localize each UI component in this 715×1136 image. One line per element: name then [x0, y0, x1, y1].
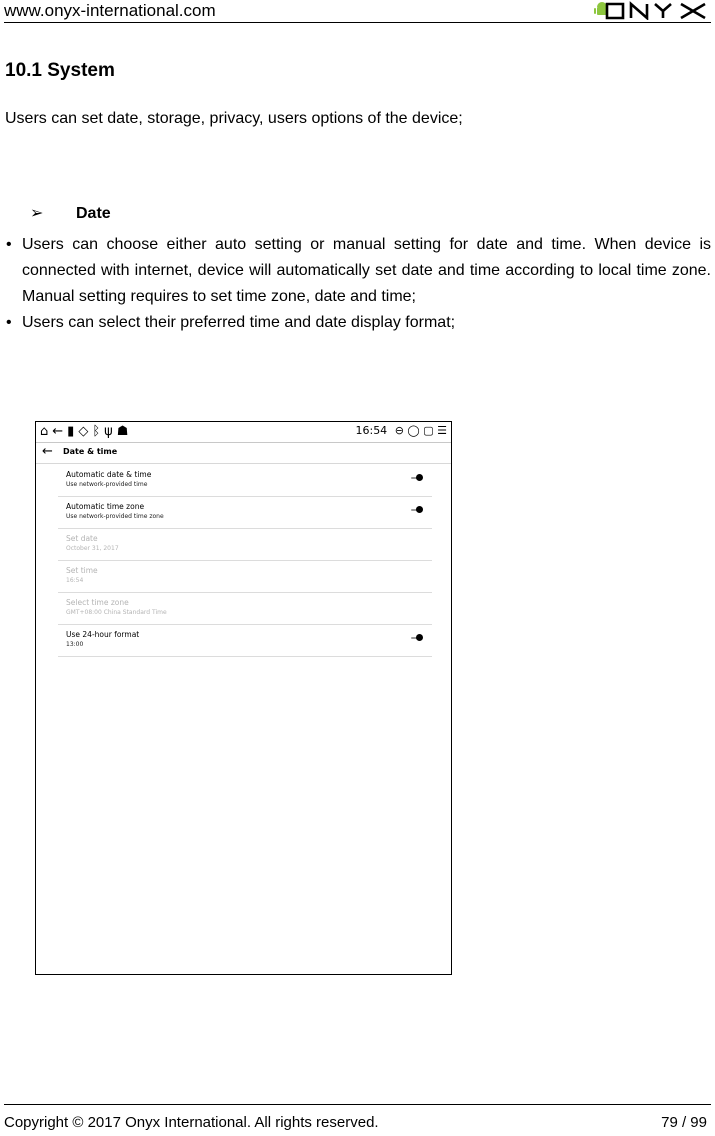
setting-automatic-time-zone[interactable]: [58, 497, 432, 529]
toggle-switch[interactable]: [411, 506, 423, 514]
wifi-icon: ◇: [78, 424, 93, 439]
bullet-text: Users can select their preferred time and date display format;: [22, 314, 456, 331]
debug-icon: ☗: [116, 424, 133, 439]
bullet-dot-icon: •: [6, 314, 12, 331]
setting-summary: 16:54: [66, 577, 84, 584]
back-icon[interactable]: ←: [52, 424, 68, 439]
setting-summary: 13:00: [66, 641, 84, 648]
status-icons: [40, 424, 132, 439]
setting-use-24-hour-format[interactable]: [58, 625, 432, 657]
header-rule: [4, 22, 711, 23]
setting-select-time-zone: [58, 593, 432, 625]
arrowhead-bullet-icon: ➢: [30, 205, 44, 222]
date-heading-label: Date: [76, 205, 111, 222]
menu-icon[interactable]: ☰: [437, 424, 447, 437]
setting-summary: Use network-provided time: [66, 481, 148, 488]
toggle-switch[interactable]: [411, 474, 423, 482]
rotate-icon[interactable]: ◯: [407, 424, 420, 437]
app-bar: [36, 443, 451, 464]
setting-title: Set time: [66, 566, 98, 575]
section-title: 10.1 System: [5, 60, 115, 81]
usb-icon: ψ: [104, 424, 117, 439]
device-screenshot: [35, 421, 452, 975]
setting-title: Automatic date & time: [66, 470, 152, 479]
footer-page-number: 79 / 99: [661, 1114, 707, 1131]
battery-icon: ▮: [67, 424, 79, 439]
bluetooth-icon: ᛒ: [92, 424, 105, 439]
settings-list: [58, 465, 432, 657]
bullet-item: [4, 310, 711, 336]
status-bar: [36, 422, 451, 443]
home-icon[interactable]: ⌂: [40, 424, 53, 439]
section-intro: Users can set date, storage, privacy, users options of the device;: [5, 110, 463, 127]
setting-title: Set date: [66, 534, 98, 543]
setting-summary: October 31, 2017: [66, 545, 119, 552]
setting-title: Automatic time zone: [66, 502, 145, 511]
android-robot-icon: [594, 2, 607, 15]
header-url: www.onyx-international.com: [4, 1, 216, 20]
footer-copyright: Copyright © 2017 Onyx International. All rights reserved.: [4, 1114, 379, 1131]
setting-summary: Use network-provided time zone: [66, 513, 164, 520]
bullet-text: Users can choose either auto setting or manual setting for date and time. When device is connected with internet, device will automatically set date and time according to local time zone. Manual setting requires to set time zone, date and time;: [22, 236, 711, 305]
status-right: [355, 424, 447, 437]
recent-apps-icon[interactable]: ▢: [423, 424, 434, 437]
status-time: 16:54: [355, 424, 388, 437]
screen-title: Date & time: [63, 447, 118, 456]
setting-set-date: [58, 529, 432, 561]
back-arrow-icon[interactable]: ←: [42, 444, 53, 459]
date-bullets: [4, 232, 711, 336]
logo-wordmark: [607, 4, 705, 18]
setting-set-time: [58, 561, 432, 593]
toggle-switch[interactable]: [411, 634, 423, 642]
bullet-dot-icon: •: [6, 236, 12, 253]
onyx-logo: [593, 1, 711, 20]
footer-rule: [4, 1104, 711, 1105]
refresh-icon[interactable]: ⊖: [394, 424, 404, 437]
bullet-item: [4, 232, 711, 310]
setting-title: Use 24-hour format: [66, 630, 140, 639]
date-heading: [30, 203, 111, 223]
setting-title: Select time zone: [66, 598, 129, 607]
setting-automatic-date-time[interactable]: [58, 465, 432, 497]
setting-summary: GMT+08:00 China Standard Time: [66, 609, 167, 616]
